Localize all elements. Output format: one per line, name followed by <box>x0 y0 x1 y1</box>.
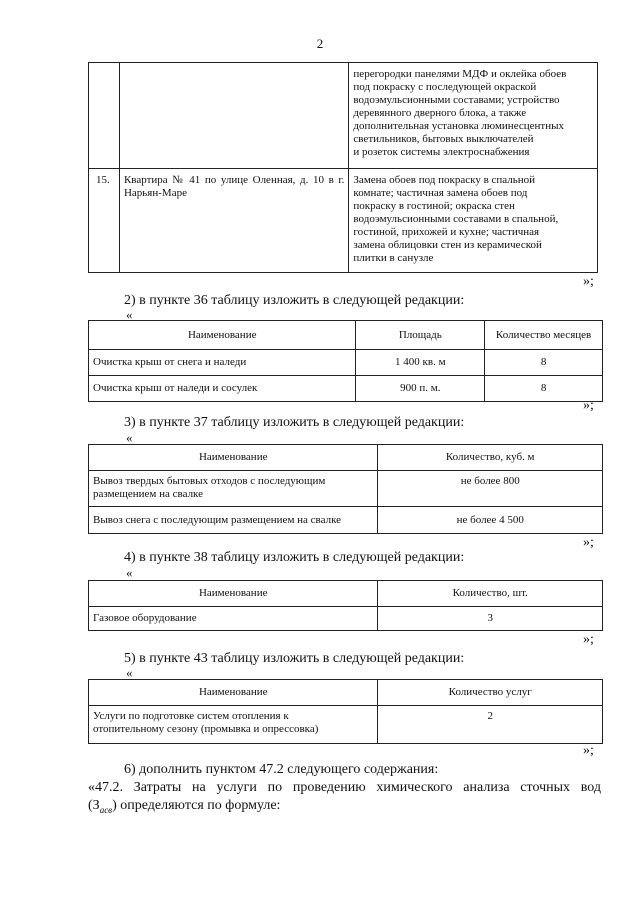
work-line: замена облицовки стен из керамической <box>353 239 542 251</box>
work-line: деревянного дверного блока, а также <box>353 107 527 119</box>
table-header <box>89 321 603 350</box>
formula-paragraph-end: $(З_{асв})$ определяются по формуле: <box>88 798 281 815</box>
cell-name: Очистка крыш от снега и наледи <box>89 350 356 376</box>
heating-services-table <box>88 679 603 744</box>
header-cell: Количество, куб. м <box>378 445 603 471</box>
paragraph: 3) в пункте 37 таблицу изложить в следующей редакции: <box>124 415 465 430</box>
cell-name: Очистка крыш от наледи и сосулек <box>89 376 356 402</box>
cell-num: 15. <box>89 169 120 273</box>
table-row <box>89 376 603 402</box>
table-header <box>89 680 603 706</box>
table-row <box>89 350 603 376</box>
work-line: водоэмульсионными составами; устройство <box>353 94 560 106</box>
cell-address <box>119 63 348 169</box>
paragraph: 6) дополнить пунктом 47.2 следующего содержания: <box>124 762 439 777</box>
work-line: под покраску с последующей окраской <box>353 81 537 93</box>
work-line: плитки в санузле <box>353 252 434 264</box>
cell-value: 3 <box>378 607 603 631</box>
cell-name: Вывоз снега с последующим размещением на свалке <box>89 507 378 534</box>
closing-quote: »; <box>583 274 594 289</box>
header-cell: Количество, шт. <box>378 581 603 607</box>
cell-work <box>349 63 598 169</box>
roof-cleaning-table <box>88 320 603 402</box>
cell-address: Квартира № 41 по улице Оленная, д. 10 в г. Нарьян-Маре <box>119 169 348 273</box>
formula-text: ) определяются по формуле: <box>112 798 281 813</box>
cell-name: Вывоз твердых бытовых отходов с последующим размещением на свалке <box>89 471 378 507</box>
cell-value: 2 <box>378 706 603 744</box>
work-line: комнате; частичная замена обоев под <box>353 187 528 199</box>
page-number: 2 <box>316 36 324 51</box>
repair-table <box>88 62 598 273</box>
table-row <box>89 63 598 169</box>
opening-quote: « <box>126 565 133 580</box>
cell-value: не более 800 <box>378 471 603 507</box>
cell-value: 8 <box>485 350 603 376</box>
opening-quote: « <box>126 307 133 322</box>
table-header <box>89 445 603 471</box>
work-line: перегородки панелями МДФ и оклейка обоев <box>353 68 567 80</box>
header-cell: Количество услуг <box>378 680 603 706</box>
work-line: и розеток системы электроснабжения <box>353 146 530 158</box>
header-cell: Наименование <box>89 321 356 350</box>
work-line: гостиной, прихожей и кухне; частичная <box>353 226 540 238</box>
cell-work <box>349 169 598 273</box>
cell-value: 900 п. м. <box>356 376 485 402</box>
formula-paragraph: «47.2. Затраты на услуги по проведению химического анализа сточных вод <box>88 780 601 795</box>
work-line: водоэмульсионными составами в спальной, <box>353 213 559 225</box>
cell-num <box>89 63 120 169</box>
waste-removal-table <box>88 444 603 534</box>
cost-symbol-subscript: асв <box>99 804 113 815</box>
paragraph: 5) в пункте 43 таблицу изложить в следующей редакции: <box>124 651 465 666</box>
work-line: дополнительная установка люминесцентных <box>353 120 564 132</box>
table-row <box>89 607 603 631</box>
work-line: Замена обоев под покраску в спальной <box>353 174 536 186</box>
closing-quote: »; <box>583 535 594 550</box>
work-line: покраску в гостиной; окраска стен <box>353 200 515 212</box>
work-line: светильников, бытовых выключателей <box>353 133 534 145</box>
closing-quote: »; <box>583 632 594 647</box>
header-cell: Наименование <box>89 581 378 607</box>
header-cell: Количество месяцев <box>485 321 603 350</box>
table-row <box>89 507 603 534</box>
opening-quote: « <box>126 665 133 680</box>
closing-quote: »; <box>583 398 594 413</box>
table-header <box>89 581 603 607</box>
cell-value: 8 <box>485 376 603 402</box>
paragraph: 2) в пункте 36 таблицу изложить в следующей редакции: <box>124 293 465 308</box>
paragraph: 4) в пункте 38 таблицу изложить в следующей редакции: <box>124 550 465 565</box>
cost-symbol: З <box>92 798 100 813</box>
table-row <box>89 471 603 507</box>
cell-value: не более 4 500 <box>378 507 603 534</box>
table-row <box>89 169 598 273</box>
closing-quote: »; <box>583 743 594 758</box>
header-cell: Площадь <box>356 321 485 350</box>
cell-name: Газовое оборудование <box>89 607 378 631</box>
opening-quote: « <box>126 430 133 445</box>
header-cell: Наименование <box>89 680 378 706</box>
cell-name: Услуги по подготовке систем отопления к отопительному сезону (промывка и опрессовка) <box>89 706 378 744</box>
gas-equipment-table <box>88 580 603 631</box>
cell-value: 1 400 кв. м <box>356 350 485 376</box>
table-row <box>89 706 603 744</box>
header-cell: Наименование <box>89 445 378 471</box>
